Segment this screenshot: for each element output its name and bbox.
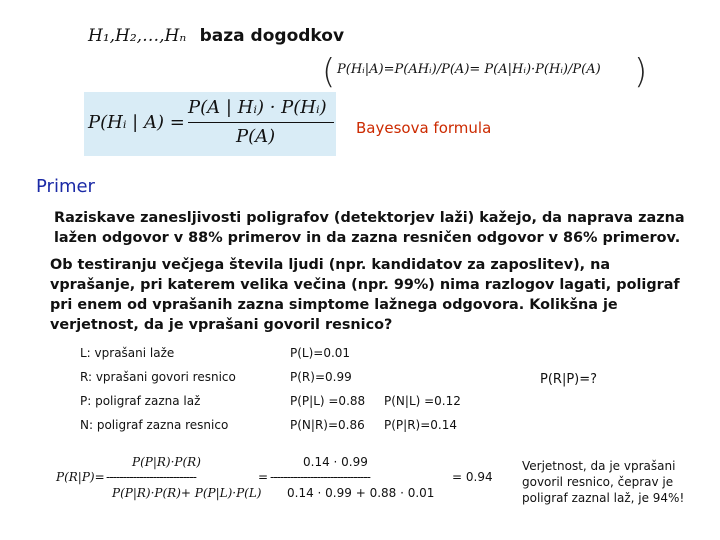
definition-value-complement: P(P|R)=0.14: [384, 418, 457, 432]
paragraph-research: [54, 208, 685, 248]
bayes-lhs: P(Hᵢ | A) =: [88, 112, 185, 133]
paragraph-question: [50, 255, 680, 335]
conclusion-note: [522, 458, 684, 506]
formula-numerator-symbolic: P(P|R)·P(R): [132, 455, 201, 469]
section-title: Primer: [36, 176, 95, 197]
formula-denominator-symbolic: P(P|R)·P(R)+ P(P|L)·P(L): [112, 486, 262, 500]
formula-equals: =: [258, 470, 269, 484]
conclusion-line: govoril resnico, čeprav je: [522, 475, 674, 489]
paragraph-line: verjetnost, da je vprašani govoril resnico?: [50, 317, 393, 333]
formula-fraction-dashes: ---------------------------: [106, 470, 196, 484]
formula-fraction-dashes: ------------------------------: [270, 470, 370, 484]
conclusion-line: Verjetnost, da je vprašani: [522, 459, 676, 473]
formula-denominator-numeric: 0.14 · 0.99 + 0.88 · 0.01: [287, 486, 435, 500]
paragraph-line: Raziskave zanesljivosti poligrafov (detektorjev laži) kažejo, da naprava zazna: [54, 210, 685, 226]
definition-value: P(N|R)=0.86: [290, 418, 365, 432]
paragraph-line: Ob testiranju večjega števila ljudi (npr. kandidatov za zaposlitev), na: [50, 257, 611, 273]
paragraph-line: pri enem od vprašanih zazna simptome lažnega odgovora. Kolikšna je: [50, 297, 618, 313]
paragraph-line: vprašanje, pri katerem velika večina (npr. 99%) nima razlogov lagati, poligraf: [50, 277, 680, 293]
left-brace: (: [322, 52, 336, 92]
definition-label: N: poligraf zazna resnico: [80, 418, 229, 432]
paragraph-line: lažen odgovor v 88% primerov in da zazna resničen odgovor v 86% primerov.: [54, 230, 681, 246]
query-expression: P(R|P)=?: [540, 372, 598, 387]
bayes-formula-label: Bayesova formula: [356, 119, 492, 137]
bayes-denominator: P(A): [236, 126, 276, 147]
bayes-numerator: P(A | Hᵢ) · P(Hᵢ): [188, 97, 327, 118]
definition-value: P(L)=0.01: [290, 346, 351, 360]
definition-label: L: vprašani laže: [80, 346, 175, 360]
formula-result: = 0.94: [452, 470, 493, 484]
right-brace: ): [634, 52, 648, 92]
conditional-relation: P(Hᵢ|A)=P(AHᵢ)/P(A)= P(A|Hᵢ)·P(Hᵢ)/P(A): [337, 62, 601, 77]
definition-value: P(R)=0.99: [290, 370, 352, 384]
definition-label: P: poligraf zazna laž: [80, 394, 201, 408]
definition-value-complement: P(N|L) =0.12: [384, 394, 461, 408]
conclusion-line: poligraf zaznal laž, je 94%!: [522, 491, 685, 505]
hypotheses-symbols: H₁,H₂,…,Hₙ: [88, 26, 187, 46]
formula-numerator-numeric: 0.14 · 0.99: [303, 455, 368, 469]
hypotheses-label: baza dogodkov: [199, 26, 345, 46]
hypotheses-line: [88, 26, 344, 46]
definition-label: R: vprašani govori resnico: [80, 370, 236, 384]
definition-value: P(P|L) =0.88: [290, 394, 366, 408]
formula-lhs: P(R|P)=: [56, 470, 105, 484]
fraction-bar: [188, 122, 334, 123]
